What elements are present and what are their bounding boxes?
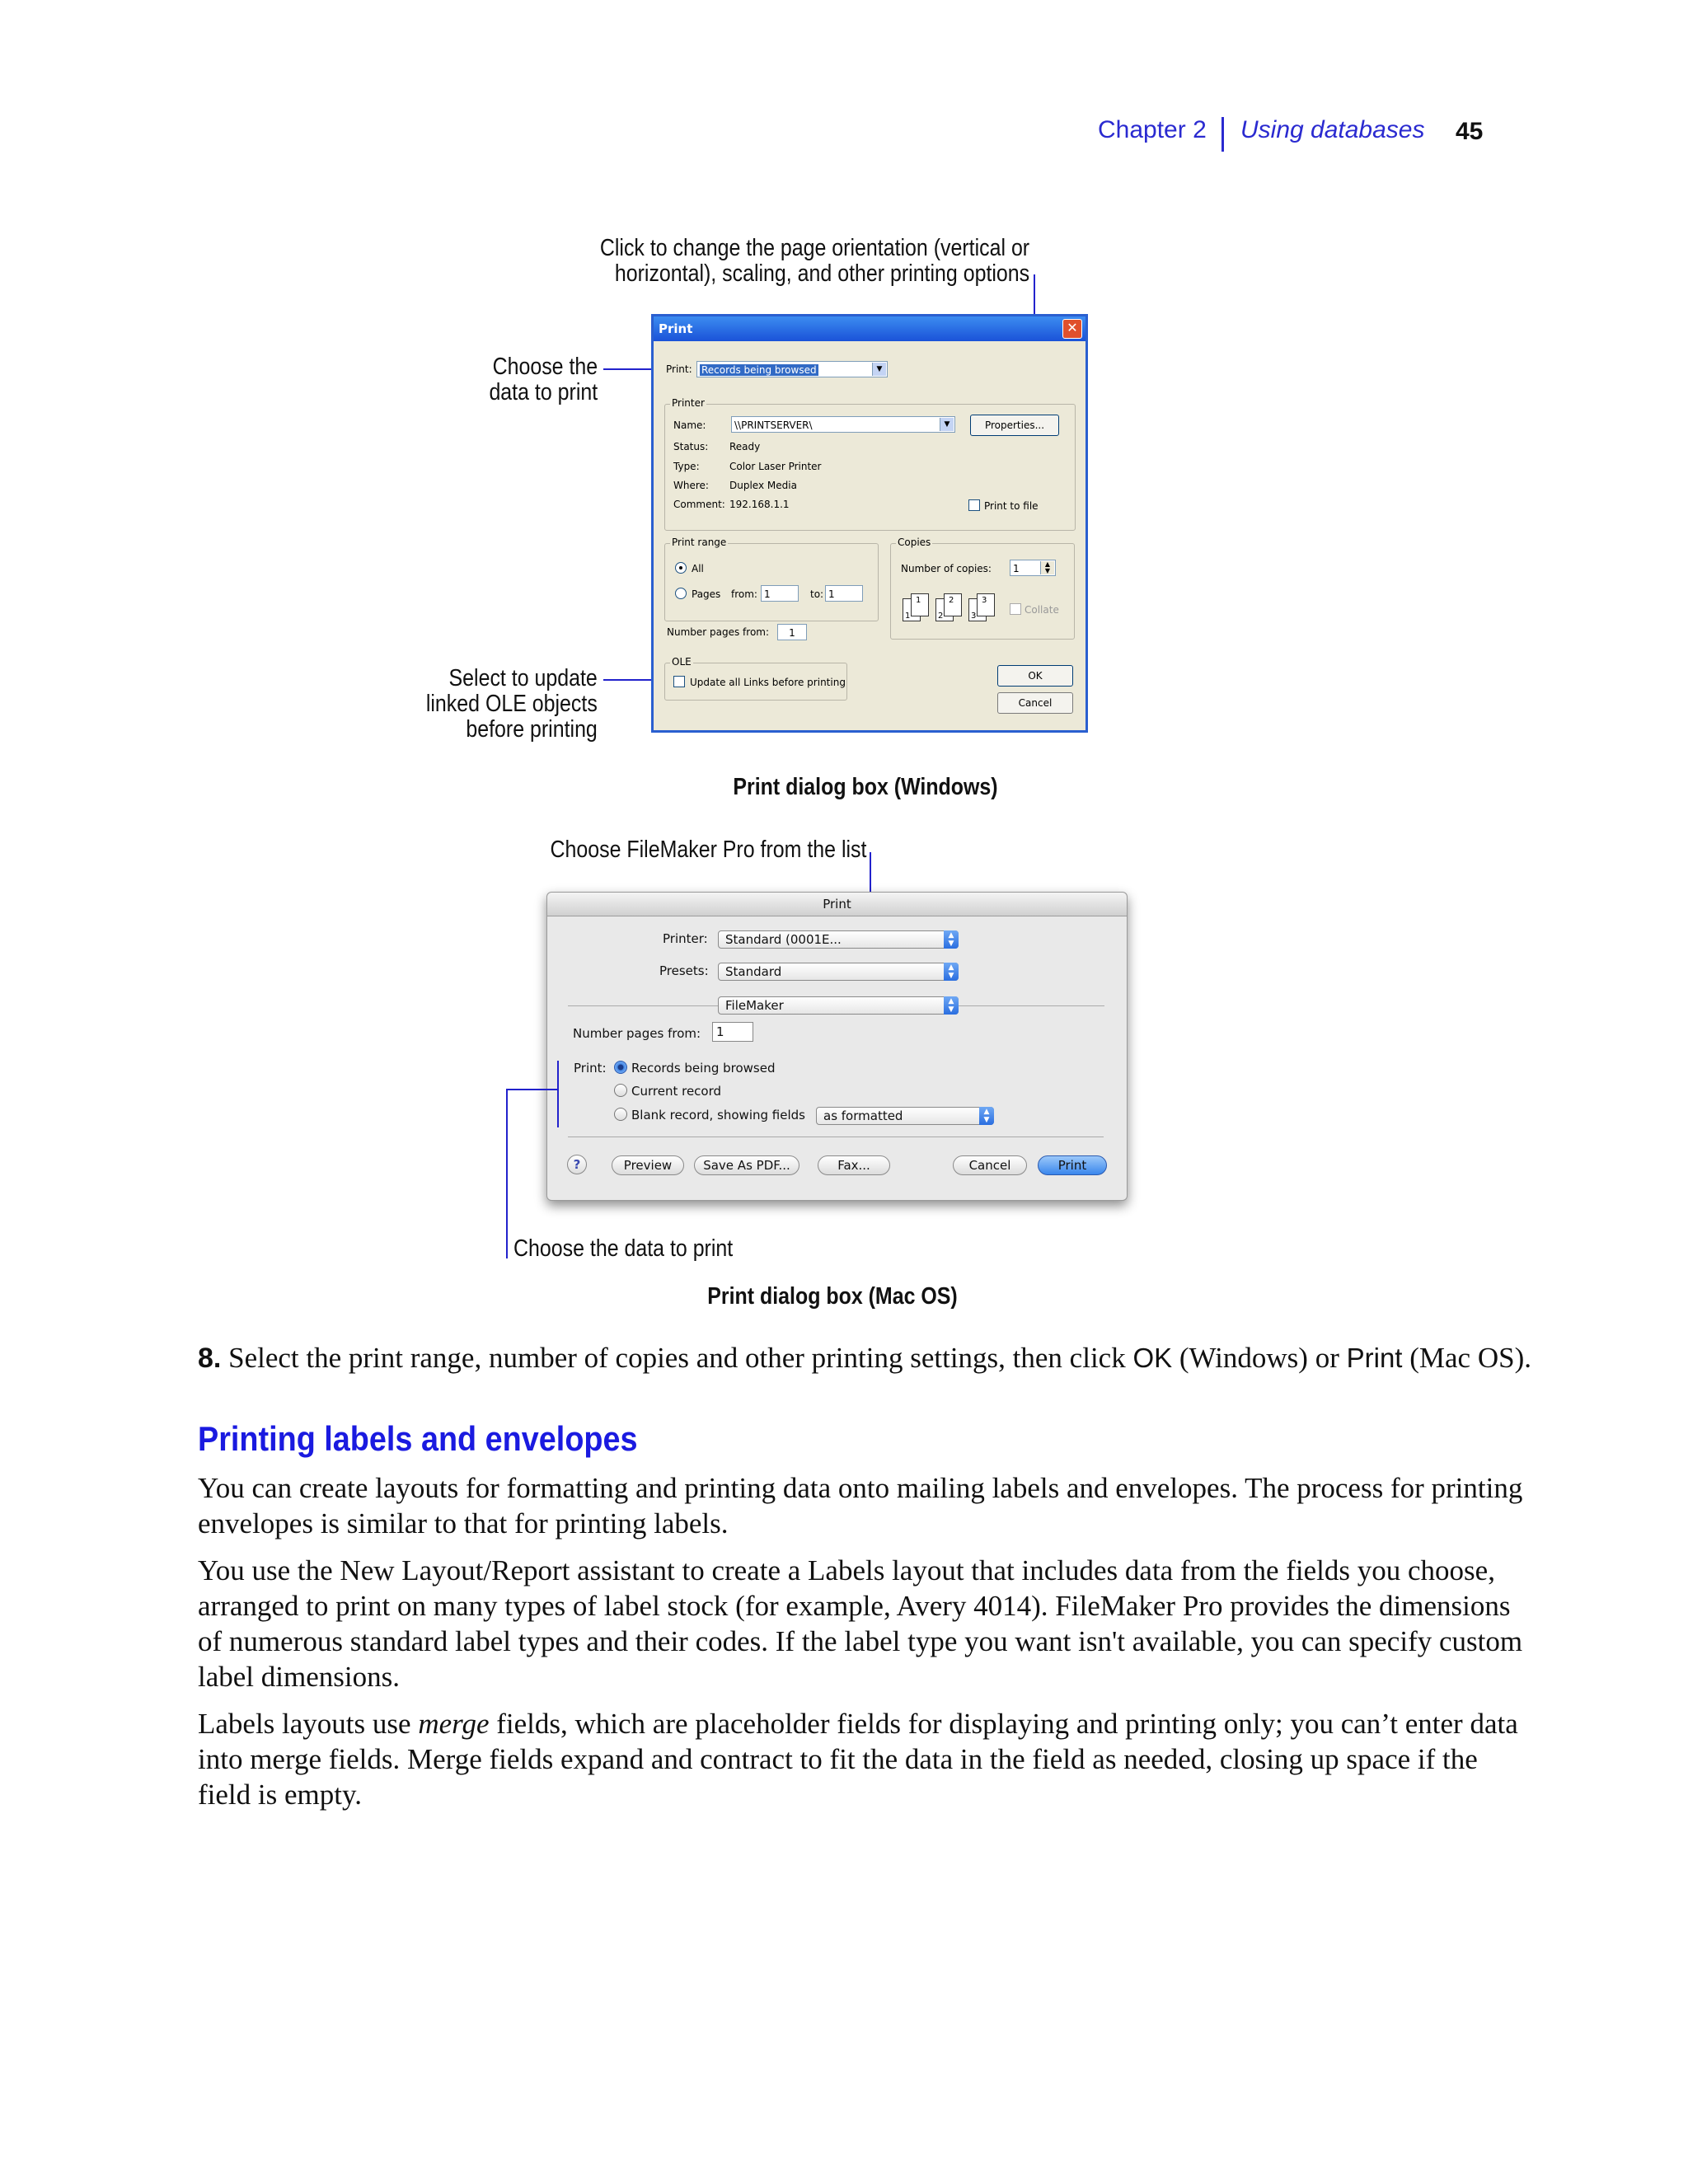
callout-bracket-arm (506, 1089, 557, 1090)
print-pages-radio[interactable] (675, 588, 687, 599)
number-copies-spinner[interactable] (1010, 560, 1056, 576)
ok-button[interactable]: OK (997, 665, 1073, 687)
win-printer-group-title: Printer (672, 397, 705, 409)
from-input[interactable]: 1 (761, 585, 799, 602)
caption-windows: Print dialog box (Windows) (733, 774, 998, 800)
close-icon[interactable]: ✕ (1062, 319, 1082, 339)
callout-orientation-line2: horizontal), scaling, and other printing options (614, 260, 1029, 287)
collate-page: 2 (944, 593, 962, 616)
cancel-button[interactable]: Cancel (997, 692, 1073, 714)
callout-orientation (600, 236, 1029, 287)
print-all-label: All (692, 563, 704, 574)
spinner-arrows-icon: ▲ ▼ (1040, 561, 1054, 574)
mac-number-pages-label: Number pages from: (573, 1026, 701, 1041)
updown-arrows-icon: ▲ ▼ (944, 996, 959, 1015)
win-print-range-group (664, 537, 879, 621)
win-comment-value: 192.168.1.1 (729, 499, 790, 510)
save-as-pdf-button[interactable]: Save As PDF... (694, 1155, 799, 1175)
section-printing-labels (198, 1419, 1533, 1812)
win-copies-group (890, 537, 1075, 640)
win-printer-name-value: \\PRINTSERVER\ (734, 419, 813, 431)
win-number-pages-label: Number pages from: (667, 626, 770, 638)
mac-printer-value: Standard (0001E... (725, 932, 842, 947)
mac-presets-popup[interactable] (718, 963, 959, 981)
win-type-label: Type: (673, 461, 700, 472)
section-paragraph-1: You can create layouts for formatting and printing data onto mailing labels and envelopes. The process for printing envelopes is similar to that for printing labels. (198, 1472, 1523, 1540)
properties-button[interactable]: Properties... (970, 415, 1059, 436)
records-browsed-label: Records being browsed (631, 1061, 776, 1076)
collate-checkbox[interactable] (1010, 603, 1021, 615)
step-ok: OK (1132, 1343, 1173, 1373)
win-name-label: Name: (673, 419, 706, 431)
win-copies-title: Copies (898, 537, 931, 548)
help-icon[interactable]: ? (567, 1155, 587, 1174)
update-links-checkbox[interactable] (673, 676, 685, 687)
win-type-value: Color Laser Printer (729, 461, 822, 472)
mac-presets-label: Presets: (659, 963, 709, 978)
callout-choose-data-line2: data to print (489, 379, 598, 405)
to-label: to: (810, 588, 824, 600)
mac-title: Print (547, 893, 1127, 916)
current-record-label: Current record (631, 1084, 722, 1099)
fax-button[interactable]: Fax... (818, 1155, 890, 1175)
collate-label: Collate (1025, 604, 1059, 616)
header-divider (1221, 117, 1224, 152)
windows-print-dialog (651, 314, 1088, 733)
win-printer-name-select[interactable] (731, 416, 955, 433)
section-paragraph-2: You use the New Layout/Report assistant to create a Labels layout that includes data from the fields you choose, arranged to print on many types of label stock (for example, Avery 4014). FileMaker Pro provides the dimensions of numerous standard label types and their codes. If the label type you want isn't available, you can specify custom label dimensions. (198, 1554, 1523, 1693)
callout-choose-data-mac-leader (506, 1089, 508, 1258)
blank-record-radio[interactable] (614, 1108, 627, 1121)
print-all-radio[interactable] (675, 562, 687, 574)
records-browsed-radio[interactable] (614, 1061, 627, 1074)
number-copies-label: Number of copies: (901, 563, 992, 574)
print-to-file-checkbox[interactable] (968, 499, 980, 511)
caption-mac: Print dialog box (Mac OS) (707, 1283, 958, 1310)
win-where-value: Duplex Media (729, 480, 797, 491)
win-print-select[interactable] (696, 361, 888, 377)
mac-presets-value: Standard (725, 964, 782, 979)
callout-choose-data-mac: Choose the data to print (513, 1235, 734, 1262)
mac-divider (568, 1005, 718, 1006)
callout-choose-data-line1: Choose the (492, 354, 598, 380)
win-print-range-title: Print range (672, 537, 727, 548)
callout-ole-line3: before printing (466, 716, 598, 743)
step-number: 8. (198, 1343, 222, 1374)
callout-choose-filemaker: Choose FileMaker Pro from the list (550, 837, 866, 863)
blank-format-popup[interactable] (816, 1107, 994, 1125)
chevron-down-icon: ▼ (872, 363, 886, 376)
callout-bracket (557, 1061, 559, 1127)
chevron-down-icon: ▼ (940, 418, 954, 431)
win-status-label: Status: (673, 441, 709, 452)
mac-print-label: Print: (574, 1061, 607, 1076)
step-text-c: (Mac OS). (1402, 1342, 1531, 1374)
blank-record-label: Blank record, showing fields (631, 1108, 805, 1122)
collate-page: 2 (935, 598, 954, 621)
updown-arrows-icon: ▲ ▼ (944, 963, 959, 981)
win-printer-group (664, 397, 1076, 531)
callout-ole-line1: Select to update (448, 665, 598, 691)
callout-ole (426, 666, 598, 743)
mac-printer-popup[interactable] (718, 930, 959, 949)
blank-format-value: as formatted (823, 1108, 903, 1123)
win-title: Print (659, 321, 693, 336)
win-print-select-value: Records being browsed (701, 364, 817, 376)
section-heading: Printing labels and envelopes (198, 1419, 638, 1458)
p3-emphasis: merge (418, 1708, 490, 1740)
section-paragraph-3 (198, 1706, 1533, 1812)
chapter-label: Chapter 2 (1098, 116, 1207, 143)
from-label: from: (731, 588, 757, 600)
mac-cancel-button[interactable]: Cancel (953, 1155, 1027, 1175)
mac-number-pages-input[interactable]: 1 (712, 1022, 753, 1042)
win-where-label: Where: (673, 480, 709, 491)
updown-arrows-icon: ▲ ▼ (944, 930, 959, 949)
collate-page: 1 (911, 593, 929, 616)
win-print-label: Print: (666, 363, 692, 375)
page-number: 45 (1456, 118, 1484, 145)
callout-choose-data (489, 354, 598, 405)
win-comment-label: Comment: (673, 499, 725, 510)
collate-page: 3 (977, 593, 995, 616)
p3-text-a: Labels layouts use (198, 1708, 419, 1740)
update-links-label: Update all Links before printing (690, 677, 846, 688)
section-title: Using databases (1240, 116, 1425, 143)
mac-printer-label: Printer: (663, 931, 708, 946)
win-ole-group (664, 656, 847, 701)
callout-ole-line2: linked OLE objects (426, 691, 598, 717)
mac-panel-popup[interactable] (718, 996, 959, 1015)
mac-divider (959, 1005, 1104, 1006)
win-ole-title: OLE (672, 656, 692, 668)
win-number-pages-input[interactable]: 1 (777, 624, 807, 640)
to-input[interactable]: 1 (825, 585, 863, 602)
collate-page: 1 (903, 598, 921, 621)
mac-panel-value: FileMaker (725, 998, 784, 1013)
mac-print-dialog (546, 892, 1128, 1201)
current-record-radio[interactable] (614, 1084, 627, 1097)
callout-orientation-line1: Click to change the page orientation (vertical or (599, 235, 1029, 261)
mac-print-button[interactable]: Print (1038, 1155, 1107, 1175)
preview-button[interactable]: Preview (612, 1155, 684, 1175)
step-8 (198, 1340, 1533, 1376)
step-text-a: Select the print range, number of copies and other printing settings, then click (228, 1342, 1133, 1374)
number-copies-value: 1 (1013, 563, 1020, 574)
win-status-value: Ready (729, 441, 761, 452)
step-text-b: (Windows) or (1172, 1342, 1347, 1374)
collate-page: 3 (968, 598, 987, 621)
step-print: Print (1346, 1343, 1403, 1373)
print-to-file-label: Print to file (984, 500, 1039, 512)
win-titlebar (654, 316, 1085, 341)
p3-text-b: fields, which are placeholder fields for displaying and printing only; you can’t enter data into merge fields. Merge fields expand and contract to fit the data in the field as needed, closing up space if the field is empty. (198, 1708, 1518, 1811)
print-pages-label: Pages (692, 588, 721, 600)
updown-arrows-icon: ▲ ▼ (979, 1107, 994, 1125)
